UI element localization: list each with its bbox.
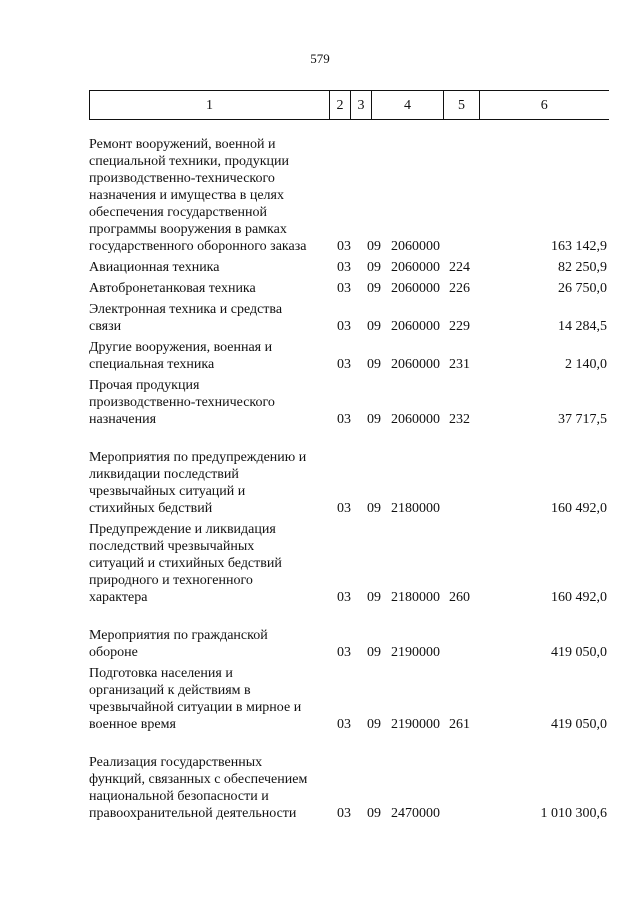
row-section: 03 xyxy=(337,239,351,254)
row-sum: 160 492,0 xyxy=(551,590,607,605)
row-subsection: 09 xyxy=(367,281,381,296)
row-section: 03 xyxy=(337,806,351,821)
row-subsection: 09 xyxy=(367,412,381,427)
row-article: 2180000 xyxy=(391,590,440,605)
row-section: 03 xyxy=(337,412,351,427)
page-number: 579 xyxy=(310,51,330,66)
row-expense-type: 229 xyxy=(449,319,470,334)
row-sum: 14 284,5 xyxy=(558,319,607,334)
table-row xyxy=(89,280,608,297)
row-sum: 26 750,0 xyxy=(558,281,607,296)
row-subsection: 09 xyxy=(367,645,381,660)
header-col-2: 2 xyxy=(330,91,351,120)
row-section: 03 xyxy=(337,319,351,334)
row-subsection: 09 xyxy=(367,260,381,275)
row-section: 03 xyxy=(337,645,351,660)
row-article: 2190000 xyxy=(391,717,440,732)
row-name: Автобронетанковая техника xyxy=(89,281,256,296)
row-expense-type: 232 xyxy=(449,412,470,427)
table-row xyxy=(89,377,608,428)
table-row xyxy=(89,259,608,276)
row-sum: 37 717,5 xyxy=(558,412,607,427)
row-name: Мероприятия по гражданской обороне xyxy=(89,628,268,660)
row-sum: 160 492,0 xyxy=(551,501,607,516)
budget-rows xyxy=(89,136,608,822)
row-sum: 419 050,0 xyxy=(551,645,607,660)
table-row xyxy=(89,665,608,733)
row-subsection: 09 xyxy=(367,357,381,372)
row-name: Подготовка населения и организаций к действиям в чрезвычайной ситуации в мирное и военное время xyxy=(89,666,302,732)
row-subsection: 09 xyxy=(367,501,381,516)
row-name: Другие вооружения, военная и специальная техника xyxy=(89,340,273,372)
row-section: 03 xyxy=(337,501,351,516)
row-section: 03 xyxy=(337,590,351,605)
header-col-5: 5 xyxy=(444,91,480,120)
row-subsection: 09 xyxy=(367,319,381,334)
header-col-3: 3 xyxy=(351,91,372,120)
row-expense-type: 226 xyxy=(449,281,470,296)
row-article: 2060000 xyxy=(391,412,440,427)
row-article: 2060000 xyxy=(391,260,440,275)
row-name: Прочая продукция производственно-технического назначения xyxy=(89,378,275,427)
row-name: Электронная техника и средства связи xyxy=(89,302,283,334)
table-row xyxy=(89,136,608,255)
row-name: Ремонт вооружений, военной и специальной техники, продукции производственно-технического назначения и имущества в целях обеспечения государственной программы вооружения в рамках государственного оборонного заказа xyxy=(89,137,307,254)
row-article: 2060000 xyxy=(391,239,440,254)
row-section: 03 xyxy=(337,260,351,275)
table-row xyxy=(89,521,608,606)
table-row xyxy=(89,627,608,661)
row-name: Авиационная техника xyxy=(89,260,220,275)
row-sum: 419 050,0 xyxy=(551,717,607,732)
row-section: 03 xyxy=(337,357,351,372)
row-article: 2060000 xyxy=(391,357,440,372)
row-sum: 163 142,9 xyxy=(551,239,607,254)
row-section: 03 xyxy=(337,281,351,296)
header-col-1: 1 xyxy=(90,91,330,120)
row-expense-type: 261 xyxy=(449,717,470,732)
row-article: 2190000 xyxy=(391,645,440,660)
row-subsection: 09 xyxy=(367,590,381,605)
row-sum: 1 010 300,6 xyxy=(540,806,607,821)
row-article: 2060000 xyxy=(391,319,440,334)
row-name: Мероприятия по предупреждению и ликвидации последствий чрезвычайных ситуаций и стихийных бедствий xyxy=(89,450,307,516)
row-sum: 2 140,0 xyxy=(565,357,607,372)
header-col-4: 4 xyxy=(372,91,444,120)
table-row xyxy=(89,754,608,822)
column-header-table xyxy=(89,90,609,120)
header-col-6: 6 xyxy=(480,91,609,120)
row-name: Реализация государственных функций, связанных с обеспечением национальной безопасности и правоохранительной деятельности xyxy=(89,755,308,821)
row-section: 03 xyxy=(337,717,351,732)
table-row xyxy=(89,339,608,373)
row-article: 2470000 xyxy=(391,806,440,821)
table-row xyxy=(89,301,608,335)
row-expense-type: 260 xyxy=(449,590,470,605)
table-row xyxy=(89,449,608,517)
row-article: 2180000 xyxy=(391,501,440,516)
row-expense-type: 224 xyxy=(449,260,470,275)
row-subsection: 09 xyxy=(367,806,381,821)
row-article: 2060000 xyxy=(391,281,440,296)
row-name: Предупреждение и ликвидация последствий чрезвычайных ситуаций и стихийных бедствий природного и техногенного характера xyxy=(89,522,282,605)
row-expense-type: 231 xyxy=(449,357,470,372)
row-subsection: 09 xyxy=(367,239,381,254)
row-subsection: 09 xyxy=(367,717,381,732)
column-header-row xyxy=(90,91,609,120)
row-sum: 82 250,9 xyxy=(558,260,607,275)
